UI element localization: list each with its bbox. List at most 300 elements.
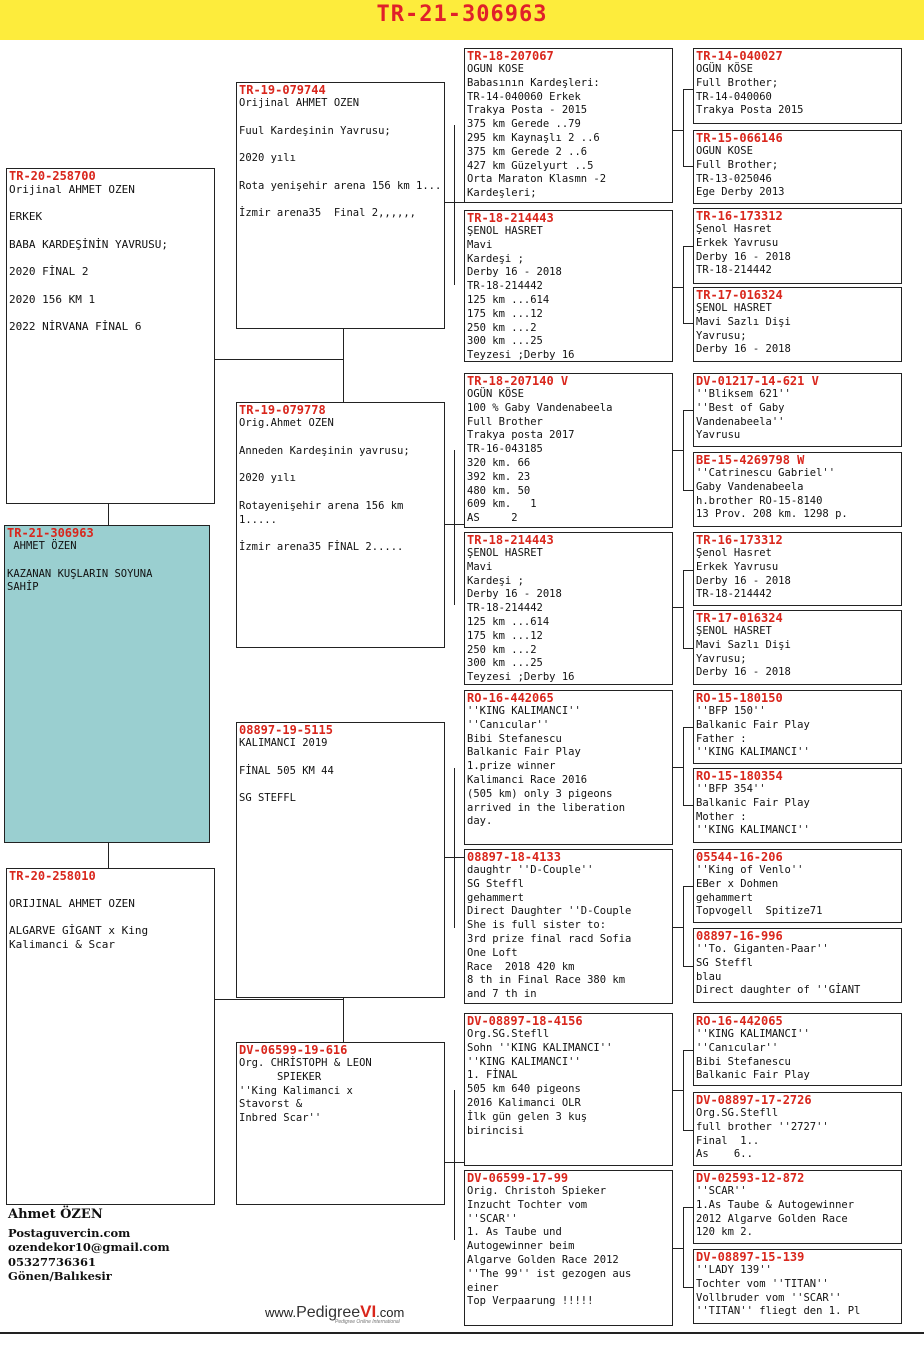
pigeon-note-line: ''King of Venlo'' bbox=[696, 864, 804, 876]
pigeon-note-line: Derby 16 - 2018 bbox=[467, 588, 562, 601]
gg-grandparent-box bbox=[693, 130, 902, 204]
logo-prefix: www. bbox=[265, 1305, 297, 1320]
pigeon-note-line bbox=[239, 431, 442, 445]
pigeon-note-line: 427 km Güzelyurt ..5 bbox=[467, 159, 594, 172]
page-title: TR-21-306963 bbox=[376, 2, 548, 27]
pigeon-note-line: ''KING KALIMANCI'' bbox=[467, 705, 581, 717]
ring-number: 08897-18-4133 bbox=[467, 850, 561, 864]
connector-line bbox=[683, 1207, 684, 1287]
pigeon-note-line: Rota yenişehir arena 156 km 1... bbox=[239, 179, 442, 192]
pigeon-note-line: 13 Prov. 208 km. 1298 p. bbox=[696, 508, 848, 521]
connector-line bbox=[683, 570, 684, 648]
pigeon-note-line: arrived in the liberation bbox=[467, 801, 626, 814]
pigeon-note-line: ''Catrinescu Gabriel'' bbox=[696, 467, 836, 479]
pigeon-note-line: Topvogell Spitize71 bbox=[696, 905, 823, 918]
pigeon-note-line: 1. As Taube und bbox=[467, 1226, 562, 1239]
pigeon-note-line bbox=[239, 166, 442, 180]
pigeon-note-line: Full Brother; bbox=[696, 158, 779, 171]
sire-box bbox=[6, 168, 215, 504]
connector-line bbox=[683, 1050, 693, 1051]
owner-contact bbox=[8, 1208, 170, 1284]
pigeon-note-line: TR-14-040060 Erkek bbox=[467, 90, 581, 103]
pigeon-note-line: Yavrusu; bbox=[696, 329, 747, 342]
pigeon-note-line: ''Best of Gaby bbox=[696, 401, 785, 414]
pigeon-note-line: Orta Maraton Klasmn -2 bbox=[467, 173, 607, 186]
pigeon-note-line: 375 km Gerede 2 ..6 bbox=[467, 145, 588, 158]
pigeon-note-line: OGUN KOSE bbox=[696, 145, 753, 157]
pigeon-note-line: Stavorst & bbox=[239, 1098, 303, 1111]
pigeon-note-line bbox=[239, 111, 442, 125]
pigeon-note-line bbox=[9, 197, 212, 211]
connector-line bbox=[673, 130, 683, 131]
logo-suffix: .com bbox=[376, 1305, 405, 1320]
pigeon-note-line: One Loft bbox=[467, 946, 518, 959]
logo-tagline: Pedigree Online International bbox=[335, 1319, 400, 1325]
pigeon-note-line: OGUN KOSE bbox=[467, 63, 524, 75]
pigeon-note-line: 505 km 640 pigeons bbox=[467, 1083, 581, 1096]
logo-vi: VI bbox=[360, 1302, 377, 1321]
connector-line bbox=[683, 1287, 693, 1288]
ring-number: TR-14-040027 bbox=[696, 49, 783, 63]
connector-line bbox=[683, 886, 693, 887]
gg-grandparent-box bbox=[693, 768, 902, 843]
pigeon-note-line: 125 km ...614 bbox=[467, 615, 550, 628]
gg-grandparent-box bbox=[693, 532, 902, 606]
gg-grandparent-box bbox=[693, 373, 902, 447]
pigeon-note-line: Top Verpaarung !!!!! bbox=[467, 1295, 594, 1308]
pigeon-note-line: Derby 16 - 2018 bbox=[696, 574, 791, 587]
connector-line bbox=[683, 805, 693, 806]
pigeon-note-line: TR-16-043185 bbox=[467, 443, 543, 456]
pigeon-note-line: TR-18-214442 bbox=[467, 602, 543, 615]
connector-line bbox=[673, 450, 683, 451]
pigeon-note-line bbox=[239, 486, 442, 500]
pigeon-note-line: ''To. Giganten-Paar'' bbox=[696, 943, 829, 955]
pigeon-note-line: ŞENOL HASRET bbox=[467, 225, 543, 237]
connector-line bbox=[683, 410, 684, 490]
pigeon-note-line: İlk gün gelen 3 kuş bbox=[467, 1110, 588, 1123]
gg-grandparent-box bbox=[693, 48, 902, 124]
pigeon-note-line bbox=[9, 883, 212, 897]
ring-number: TR-16-173312 bbox=[696, 209, 783, 223]
ring-number: TR-16-173312 bbox=[696, 533, 783, 547]
pigeon-note-line: h.brother RO-15-8140 bbox=[696, 494, 823, 507]
great-grandparent-box bbox=[464, 48, 673, 203]
connector-line bbox=[683, 410, 693, 411]
pigeon-note-line: Yavrusu; bbox=[696, 652, 747, 665]
pigeon-note-line: ''Canıcular'' bbox=[696, 1041, 779, 1054]
pigeon-note-line: ''SCAR'' bbox=[467, 1212, 518, 1225]
pigeon-note-line: Derby 16 - 2018 bbox=[696, 250, 791, 263]
ring-number: RO-15-180354 bbox=[696, 769, 783, 783]
connector-line bbox=[683, 1130, 693, 1131]
pigeon-note-line bbox=[239, 527, 442, 541]
pigeon-note-line: ''KING KALIMANCI'' bbox=[696, 746, 810, 759]
pigeon-note-line: ''LADY 139'' bbox=[696, 1264, 772, 1276]
pigeon-note-line: 175 km ...12 bbox=[467, 307, 543, 320]
pigeon-note-line: Şenol Hasret bbox=[696, 547, 772, 559]
pigeon-note-line: Vandenabeela'' bbox=[696, 415, 785, 428]
pigeon-note-line bbox=[239, 751, 442, 765]
pigeon-note-line: SAHİP bbox=[7, 581, 39, 594]
pigeon-note-line: Orijinal AHMET OZEN bbox=[239, 97, 360, 109]
grandparent-box bbox=[236, 1042, 445, 1205]
pigeon-note-line: Orijinal AHMET OZEN bbox=[9, 183, 135, 196]
pigeon-note-line: Org.SG.Stefll bbox=[696, 1107, 779, 1119]
pigeon-note-line: Bibi Stefanescu bbox=[696, 1055, 791, 1068]
pigeon-note-line bbox=[9, 306, 212, 320]
pigeon-note-line: TR-18-214442 bbox=[467, 280, 543, 293]
pigeon-note-line: AHMET ÖZEN bbox=[7, 540, 77, 552]
connector-line bbox=[683, 89, 693, 90]
pigeon-note-line: ''SCAR'' bbox=[696, 1185, 747, 1197]
pigeon-note-line: 2022 NİRVANA FİNAL 6 bbox=[9, 320, 142, 334]
pigeon-note-line bbox=[7, 554, 207, 568]
pigeon-note-line: Kalimanci & Scar bbox=[9, 937, 115, 951]
connector-line bbox=[673, 767, 683, 768]
gg-grandparent-box bbox=[693, 849, 902, 923]
connector-line bbox=[454, 450, 455, 605]
ring-number: DV-08897-17-2726 bbox=[696, 1093, 812, 1107]
pigeon-note-line: SPIEKER bbox=[239, 1070, 322, 1083]
pigeon-note-line: ''TITAN'' fliegt den 1. Pl bbox=[696, 1305, 861, 1318]
pigeon-note-line: Direct daughter of ''GİANT bbox=[696, 984, 861, 997]
connector-line bbox=[454, 1090, 455, 1240]
pigeon-note-line: ''Bliksem 621'' bbox=[696, 388, 791, 400]
connector-line bbox=[683, 166, 693, 167]
ring-number: TR-18-207067 bbox=[467, 49, 554, 63]
pigeon-note-line: 175 km ...12 bbox=[467, 629, 543, 642]
pigeon-note-line: TR-18-214442 bbox=[696, 588, 772, 601]
gg-grandparent-box bbox=[693, 1013, 902, 1086]
connector-line bbox=[673, 927, 683, 928]
connector-line bbox=[454, 768, 455, 928]
pigeon-note-line: Balkanic Fair Play bbox=[696, 718, 810, 731]
ring-number: DV-06599-17-99 bbox=[467, 1171, 569, 1185]
ring-number: 08897-19-5115 bbox=[239, 723, 333, 737]
pigeon-note-line: Inzucht Tochter vom bbox=[467, 1198, 588, 1211]
pigeon-note-line: Orig. Christoh Spieker bbox=[467, 1185, 607, 1197]
pigeon-note-line: day. bbox=[467, 815, 493, 828]
pigeon-note-line: Balkanic Fair Play bbox=[467, 746, 581, 759]
pigeon-note-line: Tochter vom ''TITAN'' bbox=[696, 1277, 829, 1290]
ring-number: RO-16-442065 bbox=[467, 691, 554, 705]
ring-number: TR-19-079744 bbox=[239, 83, 326, 97]
connector-line bbox=[683, 727, 684, 805]
ring-number: DV-01217-14-621 V bbox=[696, 374, 819, 388]
pigeon-note-line: daughtr ''D-Couple'' bbox=[467, 864, 594, 876]
owner-name: Ahmet ÖZEN bbox=[8, 1207, 103, 1222]
pigeon-note-line bbox=[9, 910, 212, 924]
great-grandparent-box bbox=[464, 532, 673, 685]
pigeon-note-line: 609 km. 1 bbox=[467, 498, 537, 511]
ring-number: DV-08897-18-4156 bbox=[467, 1014, 583, 1028]
pigeon-note-line: KAZANAN KUŞLARIN SOYUNA bbox=[7, 567, 153, 580]
pigeon-note-line: Trakya Posta 2015 bbox=[696, 104, 804, 117]
pigeon-note-line: Mavi Sazlı Dişi bbox=[696, 315, 791, 328]
gg-grandparent-box bbox=[693, 610, 902, 685]
pigeon-note-line: Inbred Scar'' bbox=[239, 1112, 322, 1125]
pigeon-note-line: As 6.. bbox=[696, 1148, 753, 1161]
great-grandparent-box bbox=[464, 690, 673, 845]
pigeon-note-line: OGÜN KÖSE bbox=[467, 388, 524, 400]
pigeon-note-line: 250 km ...2 bbox=[467, 643, 537, 656]
pigeon-note-line: Gaby Vandenabeela bbox=[696, 480, 804, 493]
pigeon-note-line: AS 2 bbox=[467, 512, 518, 525]
connector-line bbox=[673, 607, 683, 608]
ring-number: TR-15-066146 bbox=[696, 131, 783, 145]
great-grandparent-box bbox=[464, 849, 673, 1004]
pigeon-note-line: ORIJINAL AHMET OZEN bbox=[9, 896, 135, 910]
pigeon-note-line: 2012 Algarve Golden Race bbox=[696, 1212, 848, 1225]
pigeon-note-line: Teyzesi ;Derby 16 bbox=[467, 349, 575, 362]
ring-number: TR-21-306963 bbox=[7, 526, 94, 540]
pigeon-note-line bbox=[239, 458, 442, 472]
pigeon-note-line: 1.As Taube & Autogewinner bbox=[696, 1198, 855, 1211]
pigeon-note-line: Balkanic Fair Play bbox=[696, 796, 810, 809]
pigeon-note-line: Mother : bbox=[696, 810, 747, 823]
dam-box bbox=[6, 868, 215, 1205]
pigeon-note-line: Sohn ''KING KALIMANCI'' bbox=[467, 1041, 613, 1054]
pigeon-note-line: Direct Daughter ''D-Couple bbox=[467, 905, 632, 918]
pigeon-note-line: Teyzesi ;Derby 16 bbox=[467, 671, 575, 684]
grandparent-box bbox=[236, 722, 445, 998]
pigeon-note-line: Full Brother bbox=[467, 415, 543, 428]
connector-line bbox=[683, 1207, 693, 1208]
pigeon-note-line: 2016 Kalimanci OLR bbox=[467, 1096, 581, 1109]
gg-grandparent-box bbox=[693, 1249, 902, 1324]
pigeon-note-line: Trakya Posta - 2015 bbox=[467, 104, 588, 117]
pigeon-note-line: ŞENOL HASRET bbox=[696, 302, 772, 314]
ring-number: DV-06599-19-616 bbox=[239, 1043, 348, 1057]
gg-grandparent-box bbox=[693, 208, 902, 284]
pigeon-note-line: TR-13-025046 bbox=[696, 172, 772, 185]
connector-line bbox=[683, 570, 693, 571]
pedigreevi-logo bbox=[265, 1302, 405, 1325]
logo-name: Pedigree bbox=[296, 1304, 361, 1321]
connector-line bbox=[683, 246, 693, 247]
connector-line bbox=[454, 125, 455, 285]
pigeon-note-line: She is full sister to: bbox=[467, 919, 607, 932]
pigeon-note-line: Kardeşi ; bbox=[467, 574, 524, 587]
pigeon-note-line: (505 km) only 3 pigeons bbox=[467, 787, 613, 800]
pigeon-note-line: 2020 yılı bbox=[239, 472, 296, 485]
gg-grandparent-box bbox=[693, 287, 902, 362]
pigeon-note-line: ŞENOL HASRET bbox=[467, 547, 543, 559]
pigeon-note-line: BABA KARDEŞİNİN YAVRUSU; bbox=[9, 237, 168, 251]
pigeon-note-line: birincisi bbox=[467, 1124, 524, 1137]
pigeon-note-line bbox=[239, 138, 442, 152]
pigeon-note-line: blau bbox=[696, 970, 722, 983]
connector-line bbox=[683, 966, 693, 967]
pigeon-note-line: TR-14-040060 bbox=[696, 90, 772, 103]
ring-number: TR-18-214443 bbox=[467, 211, 554, 225]
connector-line bbox=[215, 359, 343, 360]
pigeon-note-line: FİNAL 505 KM 44 bbox=[239, 764, 334, 777]
ring-number: TR-18-214443 bbox=[467, 533, 554, 547]
pigeon-note-line: Kardeşi ; bbox=[467, 252, 524, 265]
pigeon-note-line: Balkanic Fair Play bbox=[696, 1069, 810, 1082]
subject-pigeon-box bbox=[4, 525, 210, 843]
ring-number: TR-19-079778 bbox=[239, 403, 326, 417]
pigeon-note-line: 3rd prize final racd Sofia bbox=[467, 932, 632, 945]
pigeon-note-line: 125 km ...614 bbox=[467, 293, 550, 306]
connector-line bbox=[683, 246, 684, 323]
ring-number: TR-17-016324 bbox=[696, 611, 783, 625]
ring-number: BE-15-4269798 W bbox=[696, 453, 805, 467]
connector-line bbox=[683, 648, 693, 649]
pigeon-note-line: 2020 FİNAL 2 bbox=[9, 265, 89, 279]
pigeon-note-line: Race 2018 420 km bbox=[467, 960, 575, 973]
pigeon-note-line bbox=[9, 279, 212, 293]
connector-line bbox=[215, 999, 343, 1000]
pigeon-note-line: Erkek Yavrusu bbox=[696, 560, 779, 573]
pigeon-note-line: İzmir arena35 FİNAL 2..... bbox=[239, 541, 404, 554]
connector-line bbox=[673, 287, 683, 288]
pigeon-note-line: Kardeşleri; bbox=[467, 187, 537, 200]
pigeon-note-line bbox=[239, 194, 442, 208]
pigeon-note-line: 120 km 2. bbox=[696, 1226, 753, 1239]
pigeon-note-line bbox=[239, 778, 442, 792]
pigeon-note-line: ''Canıcular'' bbox=[467, 718, 550, 731]
ring-number: TR-18-207140 V bbox=[467, 374, 569, 388]
grandparent-box bbox=[236, 82, 445, 329]
pigeon-note-line: Autogewinner beim bbox=[467, 1240, 575, 1253]
ring-number: TR-20-258010 bbox=[9, 869, 96, 883]
pigeon-note-line: Bibi Stefanescu bbox=[467, 732, 562, 745]
pigeon-note-line: Derby 16 - 2018 bbox=[467, 266, 562, 279]
pigeon-note-line: Anneden Kardeşinin yavrusu; bbox=[239, 444, 410, 457]
connector-line bbox=[683, 727, 693, 728]
great-grandparent-box bbox=[464, 373, 673, 528]
pigeon-note-line: KALIMANCI 2019 bbox=[239, 737, 328, 749]
pigeon-note-line: Org.SG.Stefll bbox=[467, 1028, 550, 1040]
pigeon-note-line: ŞENOL HASRET bbox=[696, 625, 772, 637]
connector-line bbox=[343, 998, 344, 1042]
pigeon-note-line: Rotayenişehir arena 156 km 1..... bbox=[239, 499, 410, 526]
pigeon-note-line: Vollbruder vom ''SCAR'' bbox=[696, 1291, 842, 1304]
pigeon-note-line: Yavrusu bbox=[696, 429, 741, 442]
pigeon-note-line bbox=[9, 224, 212, 238]
great-grandparent-box bbox=[464, 1013, 673, 1166]
pigeon-note-line: ERKEK bbox=[9, 210, 43, 224]
pigeon-note-line: 2020 156 KM 1 bbox=[9, 292, 96, 306]
connector-line bbox=[108, 504, 109, 525]
pigeon-note-line: TR-18-214442 bbox=[696, 264, 772, 277]
pigeon-note-line: einer bbox=[467, 1281, 499, 1294]
pigeon-note-line: İzmir arena35 Final 2,,,,,, bbox=[239, 207, 417, 220]
pigeon-note-line: Org. CHRİSTOPH & LEON bbox=[239, 1057, 372, 1069]
pigeon-note-line: 300 km ...25 bbox=[467, 335, 543, 348]
pigeon-note-line: 250 km ...2 bbox=[467, 321, 537, 334]
pigeon-note-line: Derby 16 - 2018 bbox=[696, 666, 791, 679]
pigeon-note-line: Fuul Kardeşinin Yavrusu; bbox=[239, 124, 391, 137]
pigeon-note-line: Orig.Ahmet OZEN bbox=[239, 417, 334, 429]
pigeon-note-line: 1.prize winner bbox=[467, 760, 556, 773]
gg-grandparent-box bbox=[693, 690, 902, 764]
pigeon-note-line: Father : bbox=[696, 732, 747, 745]
pigeon-note-line bbox=[9, 252, 212, 266]
pigeon-note-line: and 7 th in bbox=[467, 988, 537, 1001]
gg-grandparent-box bbox=[693, 1092, 902, 1166]
pigeon-note-line: Erkek Yavrusu bbox=[696, 236, 779, 249]
ring-number: 05544-16-206 bbox=[696, 850, 783, 864]
pigeon-note-line: Babasının Kardeşleri: bbox=[467, 76, 600, 89]
connector-line bbox=[673, 1248, 683, 1249]
connector-line bbox=[108, 843, 109, 868]
pigeon-note-line: gehammert bbox=[467, 891, 524, 904]
great-grandparent-box bbox=[464, 210, 673, 362]
pigeon-note-line: 320 km. 66 bbox=[467, 456, 531, 469]
pigeon-note-line: 100 % Gaby Vandenabeela bbox=[467, 401, 613, 414]
great-grandparent-box bbox=[464, 1170, 673, 1326]
pigeon-note-line: 300 km ...25 bbox=[467, 657, 543, 670]
owner-phone: 05327736361 bbox=[8, 1254, 97, 1269]
pigeon-note-line: 8 th in Final Race 380 km bbox=[467, 974, 626, 987]
pigeon-note-line: 295 km Kaynaşlı 2 ..6 bbox=[467, 131, 600, 144]
pigeon-note-line: Final 1.. bbox=[696, 1134, 760, 1147]
connector-line bbox=[673, 1090, 683, 1091]
pigeon-note-line: Mavi bbox=[467, 560, 493, 573]
pigeon-note-line: Mavi Sazlı Dişi bbox=[696, 638, 791, 651]
connector-line bbox=[683, 886, 684, 966]
pigeon-note-line: 375 km Gerede ..79 bbox=[467, 118, 581, 131]
pigeon-note-line: 1. FİNAL bbox=[467, 1069, 518, 1082]
pigeon-note-line: ''BFP 354'' bbox=[696, 783, 766, 795]
pigeon-note-line: SG Steffl bbox=[696, 956, 753, 969]
pigeon-note-line: ''KING KALIMANCI'' bbox=[467, 1055, 581, 1068]
pigeon-note-line: ''King Kalimanci x bbox=[239, 1084, 353, 1097]
pigeon-note-line: EBer x Dohmen bbox=[696, 877, 779, 890]
connector-line bbox=[683, 89, 684, 166]
owner-email[interactable]: ozendekor10@gmail.com bbox=[8, 1240, 170, 1254]
pigeon-note-line: 392 km. 23 bbox=[467, 470, 531, 483]
pigeon-note-line: Full Brother; bbox=[696, 76, 779, 89]
pigeon-note-line: gehammert bbox=[696, 891, 753, 904]
ring-number: DV-08897-15-139 bbox=[696, 1250, 805, 1264]
ring-number: 08897-16-996 bbox=[696, 929, 783, 943]
gg-grandparent-box bbox=[693, 1170, 902, 1244]
grandparent-box bbox=[236, 402, 445, 648]
owner-website[interactable]: Postaguvercin.com bbox=[8, 1225, 131, 1240]
connector-line bbox=[343, 329, 344, 402]
bottom-divider bbox=[0, 1332, 924, 1334]
pigeon-note-line: ''KING KALIMANCI'' bbox=[696, 1028, 810, 1040]
pigeon-note-line: Algarve Golden Race 2012 bbox=[467, 1253, 619, 1266]
pigeon-note-line: SG STEFFL bbox=[239, 792, 296, 805]
ring-number: TR-17-016324 bbox=[696, 288, 783, 302]
connector-line bbox=[683, 323, 693, 324]
pigeon-note-line: 2020 yılı bbox=[239, 152, 296, 165]
pigeon-note-line: Mavi bbox=[467, 238, 493, 251]
owner-location: Gönen/Balıkesir bbox=[8, 1269, 112, 1283]
pigeon-note-line: ALGARVE GİGANT x King bbox=[9, 924, 149, 938]
ring-number: RO-15-180150 bbox=[696, 691, 783, 705]
pigeon-note-line: Şenol Hasret bbox=[696, 223, 772, 235]
gg-grandparent-box bbox=[693, 928, 902, 1003]
ring-number: TR-20-258700 bbox=[9, 169, 96, 183]
ring-number: DV-02593-12-872 bbox=[696, 1171, 805, 1185]
connector-line bbox=[683, 490, 693, 491]
pigeon-note-line: OGÜN KÖSE bbox=[696, 63, 753, 75]
pigeon-note-line: SG Steffl bbox=[467, 877, 524, 890]
pigeon-note-line: ''The 99'' ist gezogen aus bbox=[467, 1267, 632, 1280]
pigeon-note-line: Kalimanci Race 2016 bbox=[467, 773, 588, 786]
pigeon-note-line: Derby 16 - 2018 bbox=[696, 343, 791, 356]
ring-number: RO-16-442065 bbox=[696, 1014, 783, 1028]
connector-line bbox=[683, 1050, 684, 1130]
gg-grandparent-box bbox=[693, 452, 902, 527]
